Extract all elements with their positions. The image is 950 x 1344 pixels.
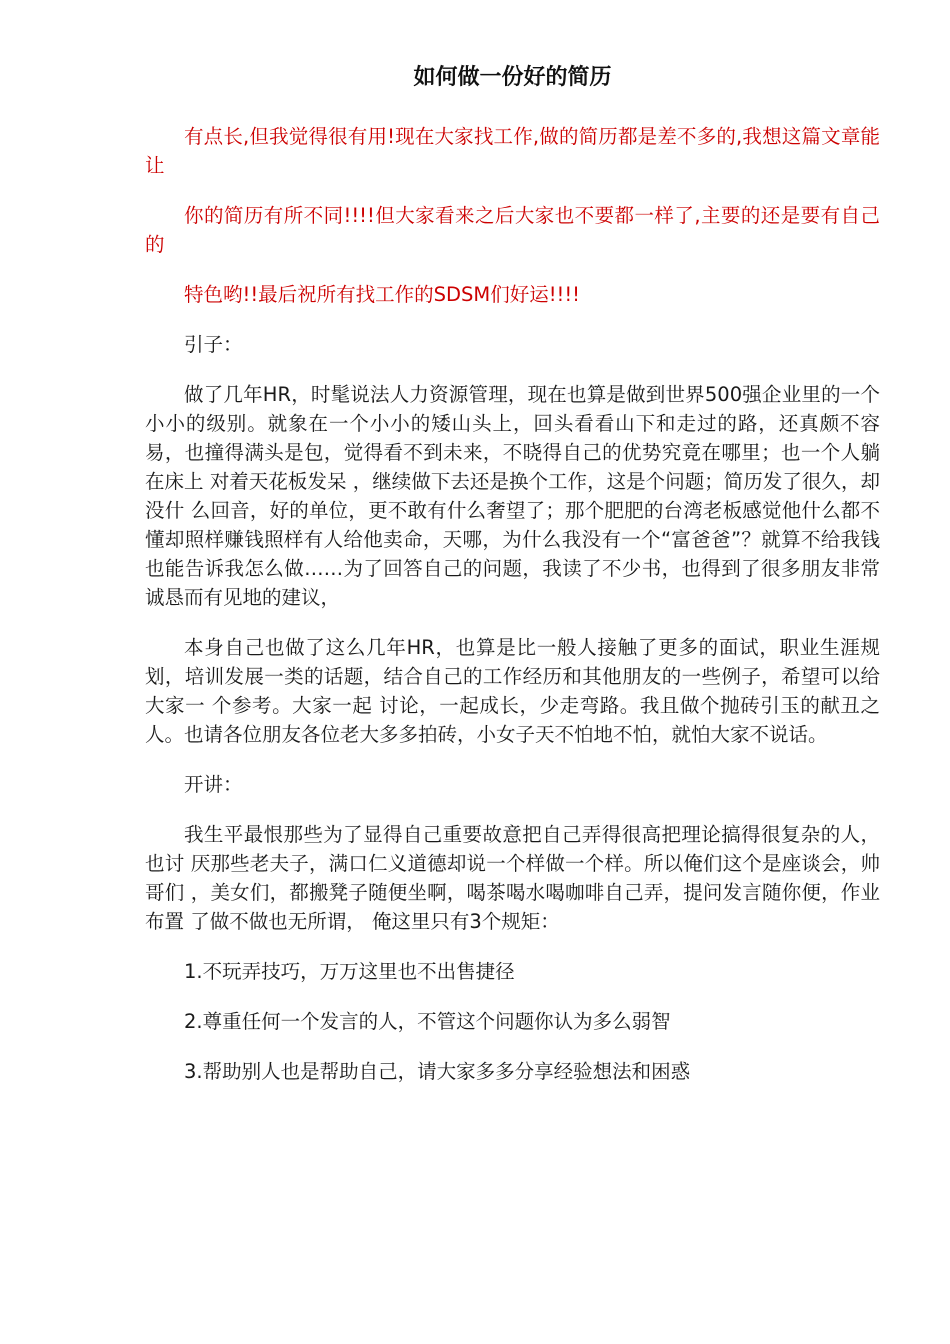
rule-item-1: 1.不玩弄技巧，万万这里也不出售捷径 xyxy=(184,960,515,983)
rule-item-2: 2.尊重任何一个发言的人，不管这个问题你认为多么弱智 xyxy=(184,1010,671,1033)
document-title: 如何做一份好的简历 xyxy=(413,65,612,90)
body-paragraph-2: 本身自己也做了这么几年HR，也算是比一般人接触了更多的面试，职业生涯规划，培训发展一类的话题，结合自己的工作经历和其他朋友的一些例子，希望可以给大家一 个参考。大家一起 讨论，一起成长，少走弯路。我且做个抛砖引玉的献丑之人。也请各位朋友各位老大多多拍砖，小女子天不怕地不怕，就怕大家不说话。 xyxy=(145,636,880,746)
section-label-intro: 引子： xyxy=(184,333,243,356)
rules-paragraph: 我生平最恨那些为了显得自己重要故意把自己弄得很高把理论搞得很复杂的人，也讨 厌那些老夫子，满口仁义道德却说一个样做一个样。所以俺们这个是座谈会，帅哥们 ，美女们，都搬凳子随便坐啊，喝茶喝水喝咖啡自己弄，提问发言随你便，作业布置 了做不做也无所谓， 俺这里只有3个规矩： xyxy=(145,823,880,933)
intro-paragraph-2: 你的简历有所不同!!!!但大家看来之后大家也不要都一样了,主要的还是要有自己的 xyxy=(145,204,880,256)
rule-item-3: 3.帮助别人也是帮助自己，请大家多多分享经验想法和困惑 xyxy=(184,1060,691,1083)
body-paragraph-1: 做了几年HR，时髦说法人力资源管理，现在也算是做到世界500强企业里的一个小小的级别。就象在一个小小的矮山头上，回头看看山下和走过的路，还真颇不容易，也撞得满头是包，觉得看不到未来，不晓得自己的优势究竟在哪里；也一个人躺在床上 对着天花板发呆 ，继续做下去还是换个工作，这是个问题；简历发了很久，却没什 么回音，好的单位，更不敢有什么奢望了；那个肥肥的台湾老板感觉他什么都不懂却照样赚钱照样有人给他卖命，天哪，为什么我没有一个“富爸爸”？就算不给我钱也能告诉我怎么做……为了回答自己的问题，我读了不少书，也得到了很多朋友非常诚恳而有见地的建议， xyxy=(145,383,880,609)
section-label-start: 开讲： xyxy=(184,773,243,796)
intro-paragraph-3: 特色哟!!最后祝所有找工作的SDSM们好运!!!! xyxy=(184,283,580,306)
document-page xyxy=(145,58,880,1107)
intro-paragraph-1: 有点长,但我觉得很有用!现在大家找工作,做的简历都是差不多的,我想这篇文章能让 xyxy=(145,125,880,177)
